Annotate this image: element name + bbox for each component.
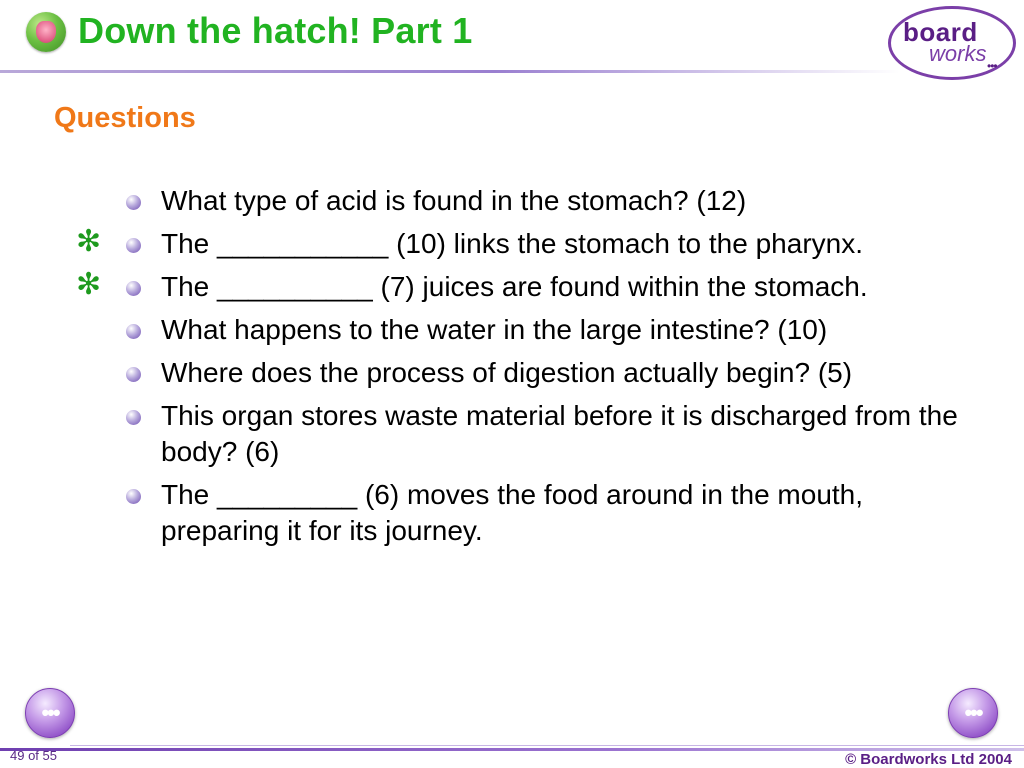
- title-divider: [0, 70, 900, 73]
- bullet-icon: [126, 324, 141, 339]
- digestive-organ-icon: [26, 12, 66, 52]
- bullet-icon: [126, 195, 141, 210]
- question-text: The __________ (7) juices are found within the stomach.: [161, 271, 868, 302]
- question-list: [76, 183, 974, 556]
- question-item: [124, 355, 974, 391]
- title-bar: [0, 0, 1024, 70]
- question-text: The _________ (6) moves the food around in the mouth, preparing it for its journey.: [161, 479, 864, 546]
- logo-works-text: works: [929, 41, 987, 66]
- slide-title: Down the hatch! Part 1: [78, 10, 473, 51]
- previous-slide-button[interactable]: [25, 688, 75, 738]
- question-item: [76, 225, 974, 262]
- question-item: [124, 183, 974, 219]
- question-item: [124, 477, 974, 549]
- bullet-icon: [126, 410, 141, 425]
- star-marker-icon: ✻: [76, 225, 102, 258]
- question-text: Where does the process of digestion actually begin? (5): [161, 357, 853, 388]
- question-text: What happens to the water in the large intestine? (10): [161, 314, 828, 345]
- logo-board-text: board: [903, 17, 978, 47]
- star-marker-icon: ✻: [76, 268, 102, 301]
- question-item: [76, 268, 974, 305]
- bullet-icon: [126, 281, 141, 296]
- logo-dots: •••: [987, 59, 997, 73]
- question-text: This organ stores waste material before it is discharged from the body? (6): [161, 400, 958, 467]
- question-text: The ___________ (10) links the stomach to the pharynx.: [161, 228, 863, 259]
- page-number: 49 of 55: [10, 748, 57, 763]
- question-item: [124, 398, 974, 470]
- footer-divider-thin: [70, 745, 1024, 746]
- next-slide-button[interactable]: [948, 688, 998, 738]
- boardworks-logo: [888, 6, 1016, 80]
- section-heading: Questions: [54, 102, 196, 134]
- bullet-icon: [126, 238, 141, 253]
- copyright-text: © Boardworks Ltd 2004: [845, 751, 1012, 768]
- back-arrow-icon: •••: [41, 700, 59, 725]
- bullet-icon: [126, 367, 141, 382]
- bullet-icon: [126, 489, 141, 504]
- forward-arrow-icon: •••: [964, 700, 982, 725]
- question-item: [124, 312, 974, 348]
- question-text: What type of acid is found in the stomach? (12): [161, 185, 747, 216]
